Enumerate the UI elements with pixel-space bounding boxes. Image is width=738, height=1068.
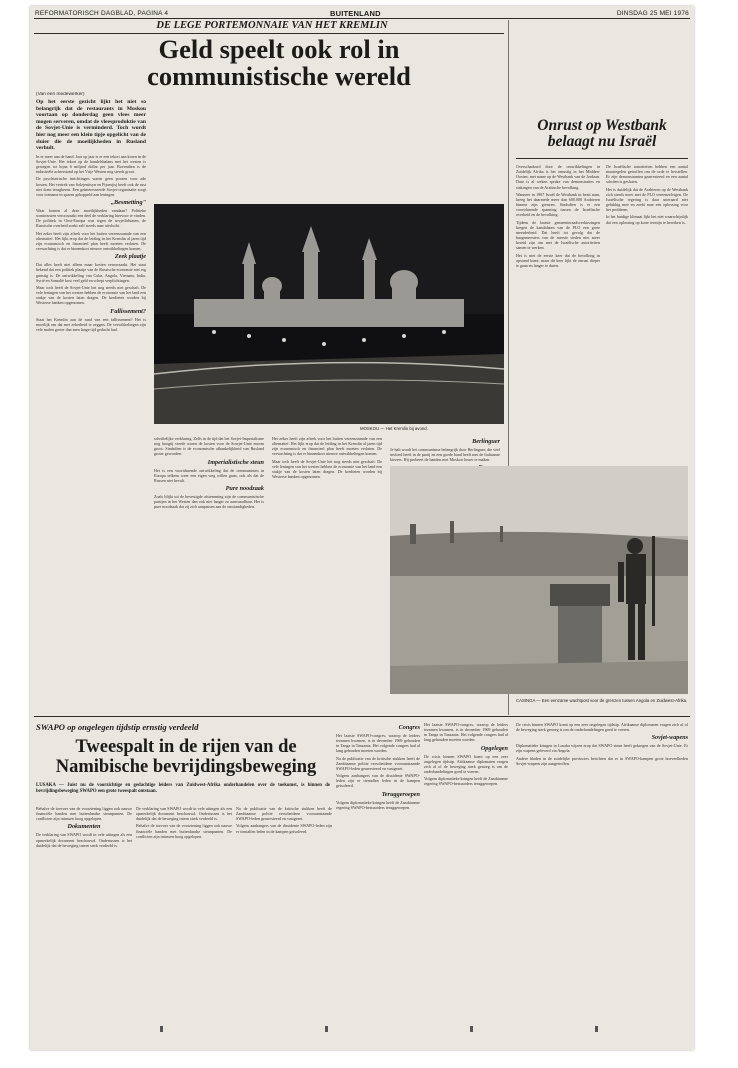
paragraph: Het is niet de eerste keer dat de bevolking in opstand komt, maar dit keer lijkt de onrust dieper te gaan en langer te duren. [516, 252, 600, 268]
paragraph: Volgens diplomatieke kringen heeft de Zambiaanse regering SWAPO-bestuurders teruggeroepen. [336, 799, 420, 810]
subhead: Congres [398, 724, 420, 731]
section-rule [34, 716, 690, 717]
kremlin-column-1 [36, 92, 146, 788]
swapo-column-1 [36, 806, 132, 1006]
subhead: Fallissement? [110, 307, 146, 315]
paragraph: Dat alles heeft niet alleen maar kosten veroorzaakt. Het staat bekend dat een politiek plaatje van de Russische economie niet erg gunstig is. De ontwikkeling van Cuba, Angola, Vietnam, India, Syrië en Somalië kost veel geld en schept verplichtingen. [36, 262, 146, 283]
subhead: „Besmetting" [110, 199, 146, 206]
binding-marks [30, 1026, 694, 1046]
kremlin-column-3 [272, 436, 382, 706]
paragraph: Het zeker heeft zijn aftrek voor het buiten vereenzaamde van een alternatief. Het lijkt erop dat de leiding in het Kremlin al jaren tijd zijn economisch en financieel plan heeft moeten verlaten. De verwachting is dat er binnenkort nieuwe ontwikkelingen komen. [272, 436, 382, 457]
paragraph: De crisis binnen SWAPO komt op een zeer ongelegen tijdstip. Afrikaanse diplomaten vragen zich af of de beweging sterk genoeg is om de onderhandelingen goed te voeren. [516, 722, 688, 733]
subhead: Berlinguer [472, 438, 500, 445]
paragraph: Volgens aanhangers van de dissidente SWAPO-leden zijn er tientallen leden in de kampen geïsoleerd. [236, 823, 332, 834]
swapo-column-6 [516, 722, 688, 1012]
paragraph: Zoals blijkt uit de bevestigde afstemming zijn de communistische partijen in het Westen dan ook niet langer zo aanvaardbaar. Het is pure noodzaak dat zij zich aanpassen aan de omstandigheden. [154, 494, 264, 510]
paragraph: In er meer aan de hand. Jaar op jaar is er een tekort aan koren in de Sovjet-Unie. Het tekort op de handelsbalans met het westen is gestegen tot bijna 6 miljard dollar per jaar. Bovendien is de industriële achterstand op het Vrije Westen nog steeds groot. [36, 153, 146, 175]
issue-date: DINSDAG 25 MEI 1976 [616, 10, 689, 17]
paragraph: Volgens diplomatieke kringen heeft de Zambiaanse regering SWAPO-bestuurders teruggeroepen. [424, 776, 508, 787]
paper-name: REFORMATORISCH DAGBLAD, PAGINA 4 [35, 10, 169, 17]
swapo-column-4 [336, 722, 420, 1012]
paragraph: Het zeker heeft zijn aftrek voor het buiten vereenzaamde van een alternatief. Het lijkt erop dat de leiding in het Kremlin al jaren tijd zijn economisch en financieel plan heeft moeten verlaten. De verwachting is dat er binnenkort nieuwe ontwikkelingen komen. [36, 230, 146, 252]
paragraph: Waar komen al deze moeilijkheden vandaan? Politieke wantrouwen veroorzaakt een deel de verklaring hiervoor te vinden. De politiek in Oost-Europa was tegen de sovjetlidstaten, de Russische overheid zoekt zelf steeds naar uitvlucht. [36, 208, 146, 229]
paragraph: De Israëlische autoriteiten hebben een aantal maatregelen getroffen om de orde te herstellen. Er zijn demonstranten gearresteerd en een aantal scholen is gesloten. [606, 164, 688, 185]
paragraph: Diplomatieke kringen in Lusaka wijzen erop dat SWAPO steun heeft gekregen van de Sovjet-Unie. Er zijn wapens geleverd via Angola. [516, 743, 688, 754]
subhead: Dokumenten [67, 823, 101, 831]
swapo-lead: LUSAKA — Juist nu de voorzichtige en gedachtige leiders van Zuidwest-Afrika onderhandelen over de toekomst, is binnen de bevrijdingsbeweging SWAPO een grote tweespalt ontstaan. [36, 783, 330, 794]
kremlin-headline: Geld speelt ook rol in communistische wereld [147, 34, 411, 92]
sentry-photo-caption: CASINGA — Een eenzame wachtpost voor de grenzen tussen Angola en Zuidwest-Afrika. [516, 698, 688, 703]
swapo-column-5 [424, 722, 508, 1012]
paragraph: Het is duidelijk dat de Arabieren op de Westbank zich steeds meer met de PLO vereenzelvigen. De Israëlische regering is daar uiteraard niet gelukkig mee en zoekt naar een oplossing voor het probleem. [606, 186, 688, 213]
swapo-kicker: SWAPO op ongelegen tijdstip ernstig verdeeld [36, 722, 199, 732]
subhead: Sovjet-wapens [651, 734, 688, 742]
paragraph: In het huidige klimaat lijkt het niet waarschijnlijk dat een oplossing op korte termijn te bereiken is. [606, 214, 688, 225]
subhead: Teruggeroepen [381, 790, 420, 798]
paragraph: Na de publicatie van de kritische stukken heeft de Zambiaanse politie verscheidene vooraanstaande SWAPO-leden gearresteerd en vastgezet. [236, 806, 332, 822]
section-title: BUITENLAND [330, 9, 381, 18]
paragraph: Staat het Kremlin aan de rand van een fallissement? Het is moeilijk om dat met zekerheid te zeggen. De verwikkelingen zijn vele malen groter dan men lange tijd gedacht had. [36, 316, 146, 332]
subhead: Opgelegen [480, 744, 508, 752]
subhead: Zeek plaatje [114, 253, 146, 261]
sentry-photo [390, 466, 688, 694]
kremlin-lead: Op het eerste gezicht lijkt het niet so belangrijk dat de restaurants in Moskou voortaan op donderdag geen vlees meer mogen serveren, omdat de vleesproduktie van de Sovjet-Unie is verminderd. Toch wordt hier nog meer een klein tipje opgelicht van de sluier die de moeilijkheden in Rusland verhult. [36, 99, 146, 152]
swapo-headline: Tweespalt in de rijen van de Namibische bevrijdingsbeweging [55, 737, 317, 777]
paragraph: schriftelijke verklaring. Zelfs in de tijd dat het Sovjet-Imperialisme nog hoogtij vierde waren de kosten voor de Sowjet-Unie enorm groot. Sindsdien is de economische afhankelijkheid van Rusland groter geworden. [154, 436, 264, 457]
subhead: Imperialistische steun [207, 458, 264, 466]
westbank-column-2 [606, 164, 688, 459]
paragraph: De verklaring van SWAPO wordt in vele uitingen als een opmerkelijk document beschouwd. Ondertussen is het duidelijk dat de beweging intern sterk verdeeld is. [36, 832, 132, 848]
swapo-column-3 [236, 806, 332, 1006]
paragraph: De psychiatrische inrichtingen waren geen poosen voor ade kosten. Het vertrek van Solzjenitsyn en Pijoesjtsj heeft ook de rust niet doen terugkeren. Een geïnteresseerde Sovjet-organisatie zorgt voor toename in sparen gekoppeld aan leningen. [36, 176, 146, 197]
subhead: Pure noodzaak [225, 485, 264, 493]
paragraph: Overschaduwd door de ontwikkelingen in Zuidelijk Afrika is het onrustig in het Midden-Oosten, met name op de Westbank van de Jordaan. Daar is al weken sprake van demonstraties en stakingen van de Arabische bevolking. [516, 164, 600, 190]
paragraph: Andere bladen in de zuidelijke provincies berichten dat er in SWAPO-kampen grote hoeveelheden Sovjet-wapens zijn aangetroffen. [516, 755, 688, 766]
header-rule [34, 18, 690, 19]
paragraph: Wanneer in 1967 Israël de Westbank in bezit nam, kreeg het daarmede meer dan 600.000 Arabieren binnen zijn grenzen. Sindsdien is er een voortdurende spanning tussen de Israëlische overheid en de bevolking. [516, 191, 600, 218]
paragraph: Volgens aanhangers van de dissidente SWAPO-leden zijn er tientallen leden in de kampen geïsoleerd. [336, 773, 420, 789]
paragraph: Het laatste SWAPO-congres, waarop de leiders tezamen kwamen, is in december 1969 gehouden in Tanga in Tanzania. Het volgende congres had al lang gehouden moeten worden. [424, 722, 508, 743]
byline: (Van een medewerker) [36, 92, 85, 97]
paragraph: De verklaring van SWAPO wordt in vele uitingen als een opmerkelijk document beschouwd. Ondertussen is het duidelijk dat de beweging intern sterk verdeeld is. [136, 806, 232, 822]
paragraph: De crisis binnen SWAPO komt op een zeer ongelegen tijdstip. Afrikaanse diplomaten vragen zich af of de beweging sterk genoeg is om de onderhandelingen goed te voeren. [424, 753, 508, 775]
paragraph: Het laatste SWAPO-congres, waarop de leiders tezamen kwamen, is in december 1969 gehouden in Tanga in Tanzania. Het volgende congres had al lang gehouden moeten worden. [336, 733, 420, 754]
paragraph: Tijdens de laatste gemeenteraadsverkiezingen kregen de kandidaten van de PLO een grote meerderheid. Dat heeft tot gevolg dat de burgemeesters van de meeste steden niet meer bereid zijn om met de Israëlische autoriteiten samen te werken. [516, 219, 600, 251]
kremlin-photo-caption: MOSKOU — Het Kremlin bij avond. [360, 426, 428, 431]
newspaper-page [30, 6, 694, 1050]
swapo-column-2 [136, 806, 232, 1006]
kremlin-column-2 [154, 436, 264, 706]
paragraph: Maar toch heeft de Sovjet-Unie het nog steeds niet geschaft. De vele leningen van het westen hebben de economie van het land een stukje van de kosten laten dragen. De kredieten worden bij Westerse banken opgenomen. [272, 458, 382, 480]
paragraph: Maar toch heeft de Sovjet-Unie het nog steeds niet geschaft. De vele leningen van het westen hebben de economie van het land een stukje van de kosten laten dragen. De kredieten worden bij Westerse banken opgenomen. [36, 284, 146, 306]
headline-rule [516, 158, 688, 159]
westbank-column-1 [516, 164, 600, 459]
paragraph: Behalve de toevoer van de voorziening liggen ook nauwe financiële banden met buitenlandse steunpunten. De conflicten zijn intussen hoog opgelopen. [136, 823, 232, 839]
paragraph: Na de publicatie van de kritische stukken heeft de Zambiaanse politie verscheidene vooraanstaande SWAPO-leden gearresteerd en vastgezet. [336, 755, 420, 771]
kremlin-photo [154, 204, 504, 424]
kremlin-kicker: DE LEGE PORTEMONNAIE VAN HET KREMLIN [156, 20, 388, 31]
westbank-headline: Onrust op Westbank belaagt nu Israël [537, 117, 667, 150]
paragraph: Je halt wordt het communisme belangrijk door Berlinguer, die veel invloed heeft in de partij en een goede band heeft met de Italiaanse kiezers. Hij probeert de banden met Moskou losser te maken. [390, 447, 500, 463]
paragraph: Behalve de toevoer van de voorziening liggen ook nauwe financiële banden met buitenlandse steunpunten. De conflicten zijn intussen hoog opgelopen. [36, 806, 132, 822]
paragraph: Het is een voortdurende ontwikkeling dat de communisten in Europa telkens weer een eigen weg willen gaan, ook als dat de Russen niet bevalt. [154, 467, 264, 483]
